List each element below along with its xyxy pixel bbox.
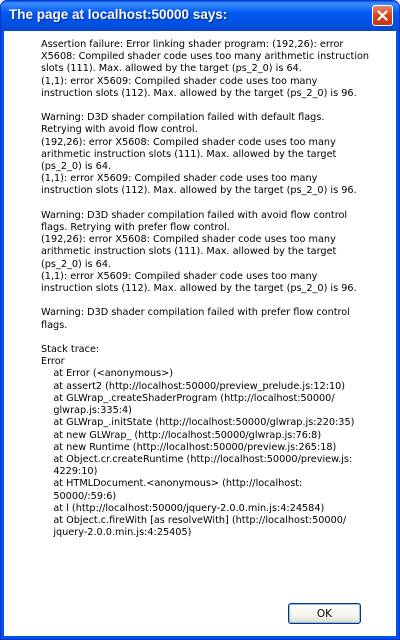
alert-message: Assertion failure: Error linking shader program: (192,26): error X5608: Compiled shader code uses too many arithmetic instruction slots (111). Max. allowed by the target (ps_2_0) is 64. (1,1): error X5609: Compiled shader code uses too many instruction slots (112). Max. allowed by the target (ps_2_0) is 96. Warning: D3D shader compilation failed with default flags. Retrying with avoid flow control. (192,26): error X5608: Compiled shader code uses too many arithmetic instruction slots (111). Max. allowed by the target (ps_2_0) is 64. (1,1): error X5609: Compiled shader code uses too many instruction slots (112). Max. allowed by the target (ps_2_0) is 96. Warning: D3D shader compilation failed with avoid flow control flags. Retrying with prefer flow control. (192,26): error X5608: Compiled shader code uses too many arithmetic instruction slots (111). Max. allowed by the target (ps_2_0) is 64. (1,1): error X5609: Compiled shader code uses too many instruction slots (112). Max. allowed by the target (ps_2_0) is 96. Warning: D3D shader compilation failed with prefer flow control flags. Stack trace: Error at Error (<anonymous>) at assert2 (http://localhost:50000/preview_prelude.js:12:10) at GLWrap_.createShaderProgram (http://localhost:50000/ glwrap.js:335:4) at GLWrap_.initState (http://localhost:50000/glwrap.js:220:35) at new GLWrap_ (http://localhost:50000/glwrap.js:76:8) at new Runtime (http://localhost:50000/preview.js:265:18) at Object.cr.createRuntime (http://localhost:50000/preview.js: 4229:10) at HTMLDocument.<anonymous> (http://localhost: 50000/:59:6) at l (http://localhost:50000/jquery-2.0.0.min.js:4:24584) at Object.c.fireWith [as resolveWith] (http://localhost:50000/ jquery-2.0.0.min.js:4:25405) (41, 39, 370, 539)
dialog-title: The page at localhost:50000 says: (9, 7, 228, 22)
dialog-body (4, 31, 396, 636)
title-bar[interactable] (1, 1, 399, 31)
close-icon (377, 10, 388, 21)
ok-button[interactable]: OK (288, 603, 361, 624)
close-button[interactable] (372, 5, 393, 26)
